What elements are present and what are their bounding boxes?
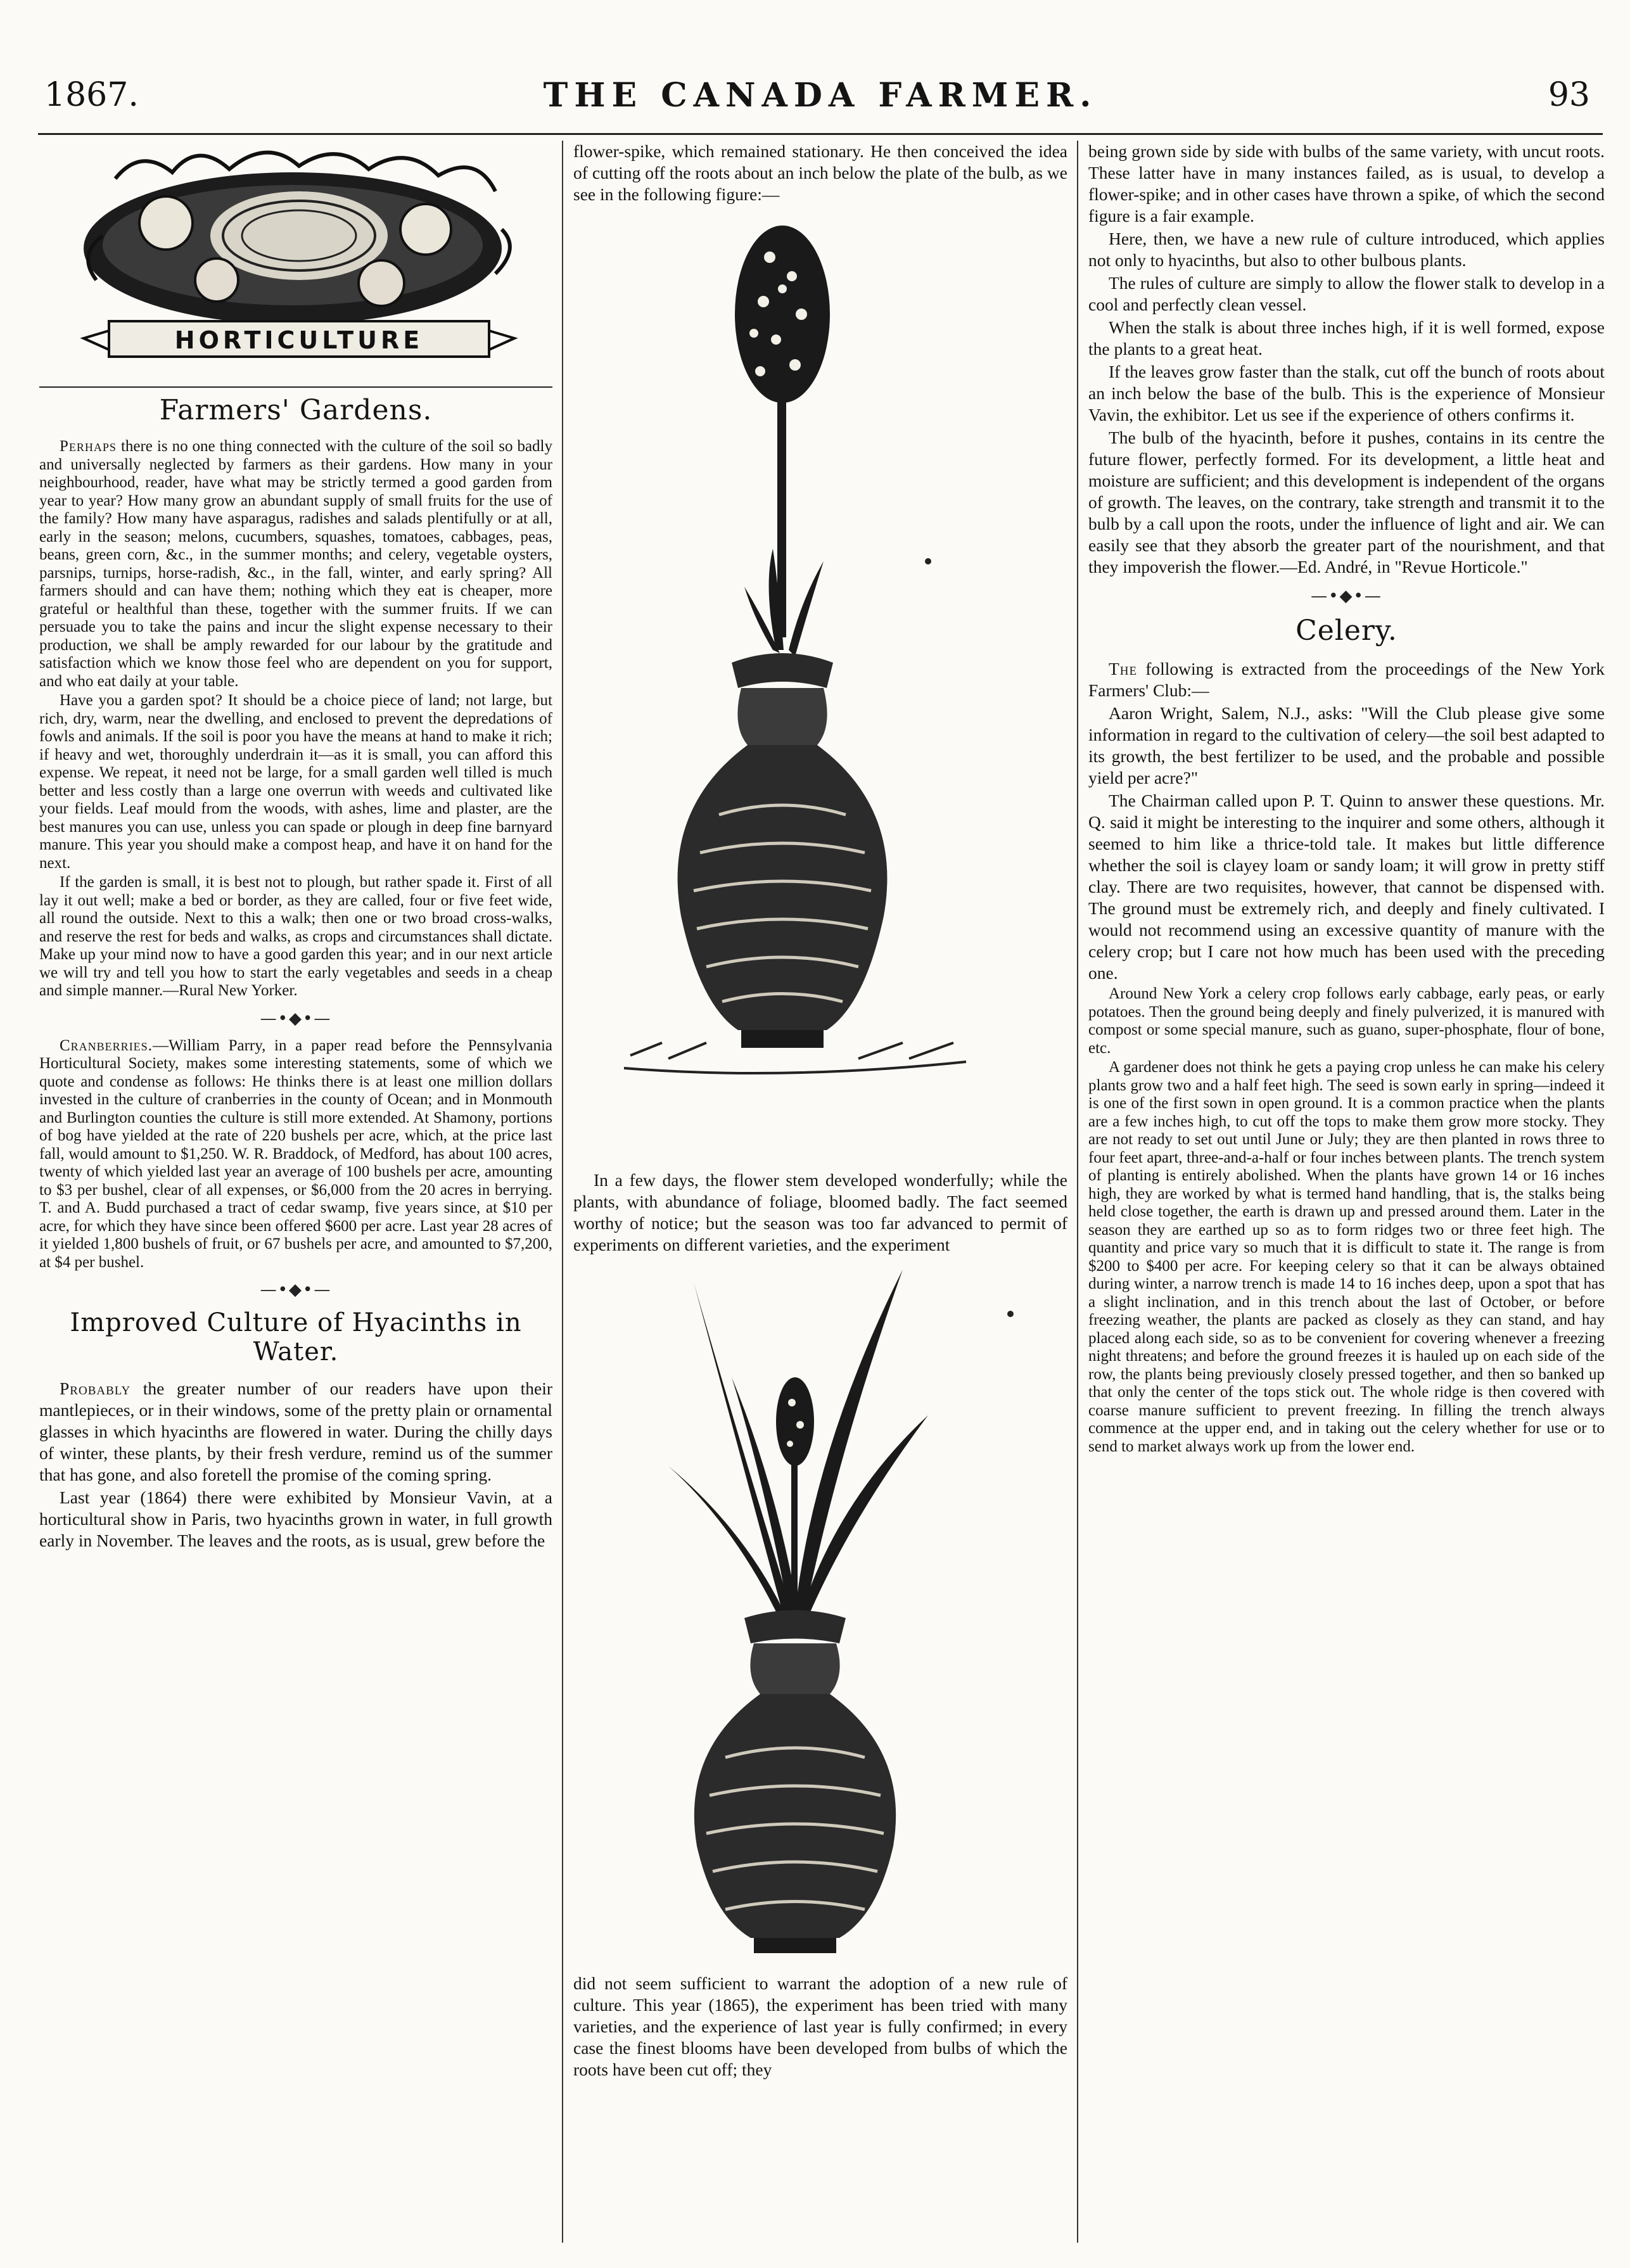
hyacinths-continued-paragraph: Here, then, we have a new rule of culture introduced, which applies not only to hyacinths, but also to other bulbous plants.: [1088, 229, 1605, 270]
paragraph-text: following is extracted from the proceedings of the New York Farmers' Club:—: [1088, 659, 1605, 700]
hyacinths-continued-paragraph: did not seem sufficient to warrant the adoption of a new rule of culture. This year (1865), the experiment has been tried with many varieties, and the experience of last year is fully confirmed; in every case the finest blooms have been developed from bulbs of which the roots have been cut off; they: [573, 1973, 1067, 2079]
hyacinth-vase-engraving: [573, 1257, 1067, 1973]
hyacinths-continued-paragraph: If the leaves grow faster than the stalk, cut off the bunch of roots about an inch below the base of the bulb. This is the experience of Monsieur Vavin, the exhibitor. Let us see if the experience of others confirms it.: [1088, 362, 1605, 424]
celery-paragraph: Aaron Wright, Salem, N.J., asks: "Will the Club please give some information in regard to the cultivation of celery—the soil best adapted to its growth, the best fertilizer to be used, and the probable and possible yield per acre?": [1088, 703, 1605, 787]
hyacinths-continued-paragraph: In a few days, the flower stem developed wonderfully; while the plants, with abundance of foliage, bloomed badly. The fact seemed worthy of notice; but the season was too far advanced to permit of experiments on different varieties, and the experiment: [573, 1170, 1067, 1254]
section-rule: [39, 386, 552, 388]
header-year: 1867.: [44, 76, 139, 114]
farmers-gardens-paragraph: Have you a garden spot? It should be a choice piece of land; not large, but rich, dry, warm, near the dwelling, and enclosed to prevent the depredations of fowls and animals. If the soil is poor you have the means at hand to make it rich; if heavy and wet, thoroughly underdrain it—as it is small, you can afford this expense. We repeat, it need not be large, for a small garden well tilled is much better and less costly than a large one overrun with weeds and cultivated like your fields. Leaf mould from the woods, with ashes, lime and plaster, are the best manures you can use, unless you can spade or plough in deep fine barnyard manure. This year you should make a compost heap, and have it on hand for the next.: [39, 692, 552, 872]
paragraph-text: the greater number of our readers have upon their mantlepieces, or in their windows, some of the pretty plain or ornamental glasses in which hyacinths are flowered in water. During the chilly days of winter, these plants, by their fresh verdure, remind us of the summer that has gone, and also foretell the promise of the coming spring.: [39, 1379, 552, 1484]
hyacinths-continued-paragraph: being grown side by side with bulbs of the same variety, with uncut roots. These latter have in many instances failed, as is usual, to develop a flower-spike; and in other cases have thrown a spike, of which the second figure is a fair example.: [1088, 141, 1605, 226]
column-3: [1088, 141, 1605, 2243]
celery-paragraph: The Chairman called upon P. T. Quinn to answer these questions. Mr. Q. said it might be interesting to the inquirer and some others, although it seemed to him like a thrice-told tale. It makes but little difference whether the soil is clayey loam or sandy loam; it will grow in pretty stiff clay. There are two requisites, however, that cannot be dispensed with. The ground must be extremely rich, and deeply and finely cultivated. I would not recommend using an excessive quantity of manure with the celery crop; but I care not how much has been used with the preceding one.: [1088, 791, 1605, 983]
paragraph-text: there is no one thing connected with the culture of the soil so badly and universally neglected by farmers as their gardens. How many in your neighbourhood, reader, have what may be strictly termed a good garden from year to year? How many grow an abundant supply of small fruits for the use of the family? How many have asparagus, radishes and salads plentifully or at all, early in the season; melons, cucumbers, squashes, tomatoes, cabbages, peas, beans, green corn, &c., in the summer months; and celery, vegetable oysters, parsnips, turnips, horse-radish, &c., in the fall, winter, and early spring? All farmers should and can have them; nothing which they eat is cheaper, more grateful or healthful than these, together with the summer fruits. If we can persuade you to take the pains and incur the slight expense necessary to their production, we shall be amply rewarded for our labour by the gratitude and satisfaction which we know those feel who are dependent on you for support, and who eat daily at your table.: [39, 438, 552, 690]
hyacinth-figure-uncut-roots: [573, 1257, 1067, 1973]
ornamental-divider: —•◆•—: [1311, 587, 1382, 606]
hyacinth-figure-cut-roots: [573, 207, 1067, 1169]
lead-word: Perhaps: [60, 438, 117, 455]
hyacinths-paragraph: Last year (1864) there were exhibited by Monsieur Vavin, at a horticultural show in Paris, two hyacinths grown in water, in full growth early in November. The leaves and the roots, as is usual, grew before the: [39, 1488, 552, 1550]
paragraph-text: —William Parry, in a paper read before the Pennsylvania Horticultural Society, makes some interesting statements, some of which we quote and condense as follows: He thinks there is at least one million dollars invested in the culture of cranberries in the county of Ocean; and in Monmouth and Burlington counties the culture is still more extended. At Shamony, portions of bog have yielded at the rate of 220 bushels per acre, which, at the price last fall, would amount to $1,250. W. R. Braddock, of Medford, has about 100 acres, twenty of which yielded last year an average of 100 bushels per acre, amounting to $3 per bushel, clear of all expenses, or $6,000 from the 20 acres in berrying. T. and A. Budd purchased a tract of cedar swamp, five years since, at $10 per acre, for which they have since been offered $600 per acre. Last year 28 acres of it yielded 1,800 bushels of fruit, or 67 bushels per acre, and amounted to $7,200, at $4 per bushel.: [39, 1036, 552, 1271]
page-header: [38, 76, 1603, 127]
hyacinths-paragraph: [39, 1378, 552, 1486]
farmers-gardens-title: Farmers' Gardens.: [159, 394, 433, 426]
lead-word: Cranberries.: [60, 1036, 153, 1054]
header-rule: [38, 133, 1603, 135]
column-divider: [562, 141, 563, 2243]
horticulture-masthead: [39, 141, 552, 381]
farmers-gardens-paragraph: If the garden is small, it is best not to plough, but rather spade it. First of all lay it out well; make a bed or border, as they are called, four or five feet wide, all round the outside. Next to this a walk; then one or two broad cross-walks, and reserve the rest for beds and walks, as crops and circumstances shall dictate. Make up your mind now to have a good garden this year; and in our next article we will try and tell you how to start the early vegetables and seeds in a cheap and simple manner.—Rural New Yorker.: [39, 874, 552, 999]
header-title: THE CANADA FARMER.: [543, 76, 1098, 115]
lead-word: The: [1109, 659, 1138, 678]
celery-paragraph: [1088, 658, 1605, 701]
farmers-gardens-paragraph: [39, 438, 552, 691]
vegetable-basket-engraving: [39, 141, 552, 381]
hyacinth-vase-engraving: [573, 207, 1067, 1169]
column-2: [573, 141, 1067, 2243]
hyacinths-continued-paragraph: flower-spike, which remained stationary. He then conceived the idea of cutting off the roots about an inch below the plate of the bulb, as we see in the following figure:—: [573, 141, 1067, 204]
column-divider: [1077, 141, 1078, 2243]
hyacinths-continued-paragraph: The rules of culture are simply to allow the flower stalk to develop in a cool and perfectly clean vessel.: [1088, 273, 1605, 314]
hyacinths-continued-paragraph: When the stalk is about three inches high, if it is well formed, expose the plants to a great heat.: [1088, 317, 1605, 359]
lead-word: Probably: [60, 1379, 131, 1398]
celery-title: Celery.: [1296, 615, 1398, 647]
ornamental-divider: —•◆•—: [260, 1009, 332, 1028]
celery-paragraph: Around New York a celery crop follows early cabbage, early peas, or early potatoes. Then the ground being deeply and finely pulverized, it is manured with compost or some special manure, such as guano, super-phosphate, flour of bone, etc.: [1088, 985, 1605, 1057]
header-page-number: 93: [1548, 76, 1590, 114]
hyacinths-title: Improved Culture of Hyacinths in Water.: [70, 1308, 522, 1367]
ornamental-divider: —•◆•—: [260, 1280, 332, 1299]
cranberries-paragraph: [39, 1037, 552, 1272]
column-1: [39, 141, 552, 2243]
masthead-word: HORTICULTURE: [174, 326, 424, 354]
celery-paragraph: A gardener does not think he gets a paying crop unless he can make his celery plants grow two and a half feet high. The seed is sown early in spring—indeed it is one of the first sown in open ground. It is a common practice when the plants are a few inches high, to cut off the tops to make them grow more stocky. They are not ready to set out until June or July; they are then planted in rows three to four feet apart, three-and-a-half or four inches between plants. The trench system of planting is entirely abolished. When the plants have grown 14 or 16 inches high, they are worked by what is termed hand handling, that is, the stalks being held close together, the earth is drawn up and pressed around them. Later in the season they are earthed up so as to form ridges two or three feet high. The quantity and price vary so much that it is difficult to state it. The range is from $200 to $400 per acre. For keeping celery so that it can be always obtained during winter, a narrow trench is made 14 to 16 inches deep, upon a spot that has a slight inclination, and in this trench about the last of October, or before freezing weather, the plants are packed as closely as they can stand, and hay placed along each side, so as to be convenient for covering whenever a freezing night threatens; and before the ground freezes it is hauled up on each side of the row, the plants being previously closely pressed together, and then so banked up that only the center of the tops stick out. The whole ridge is then covered with coarse manure sufficient to prevent freezing. In filling the trench always commence at the upper end, and in taking out the celery whether for use or to send to market always work up from the lower end.: [1088, 1059, 1605, 1455]
hyacinths-continued-paragraph: The bulb of the hyacinth, before it pushes, contains in its centre the future flower, perfectly formed. For its development, a little heat and moisture are sufficient; and this development is independent of the organs of growth. The leaves, on the contrary, take strength and transmit it to the bulb by a call upon the roots, under the influence of light and air. We can easily see that they absorb the greater part of the nourishment, and that they impoverish the flower.—Ed. André, in "Revue Horticole.": [1088, 428, 1605, 577]
